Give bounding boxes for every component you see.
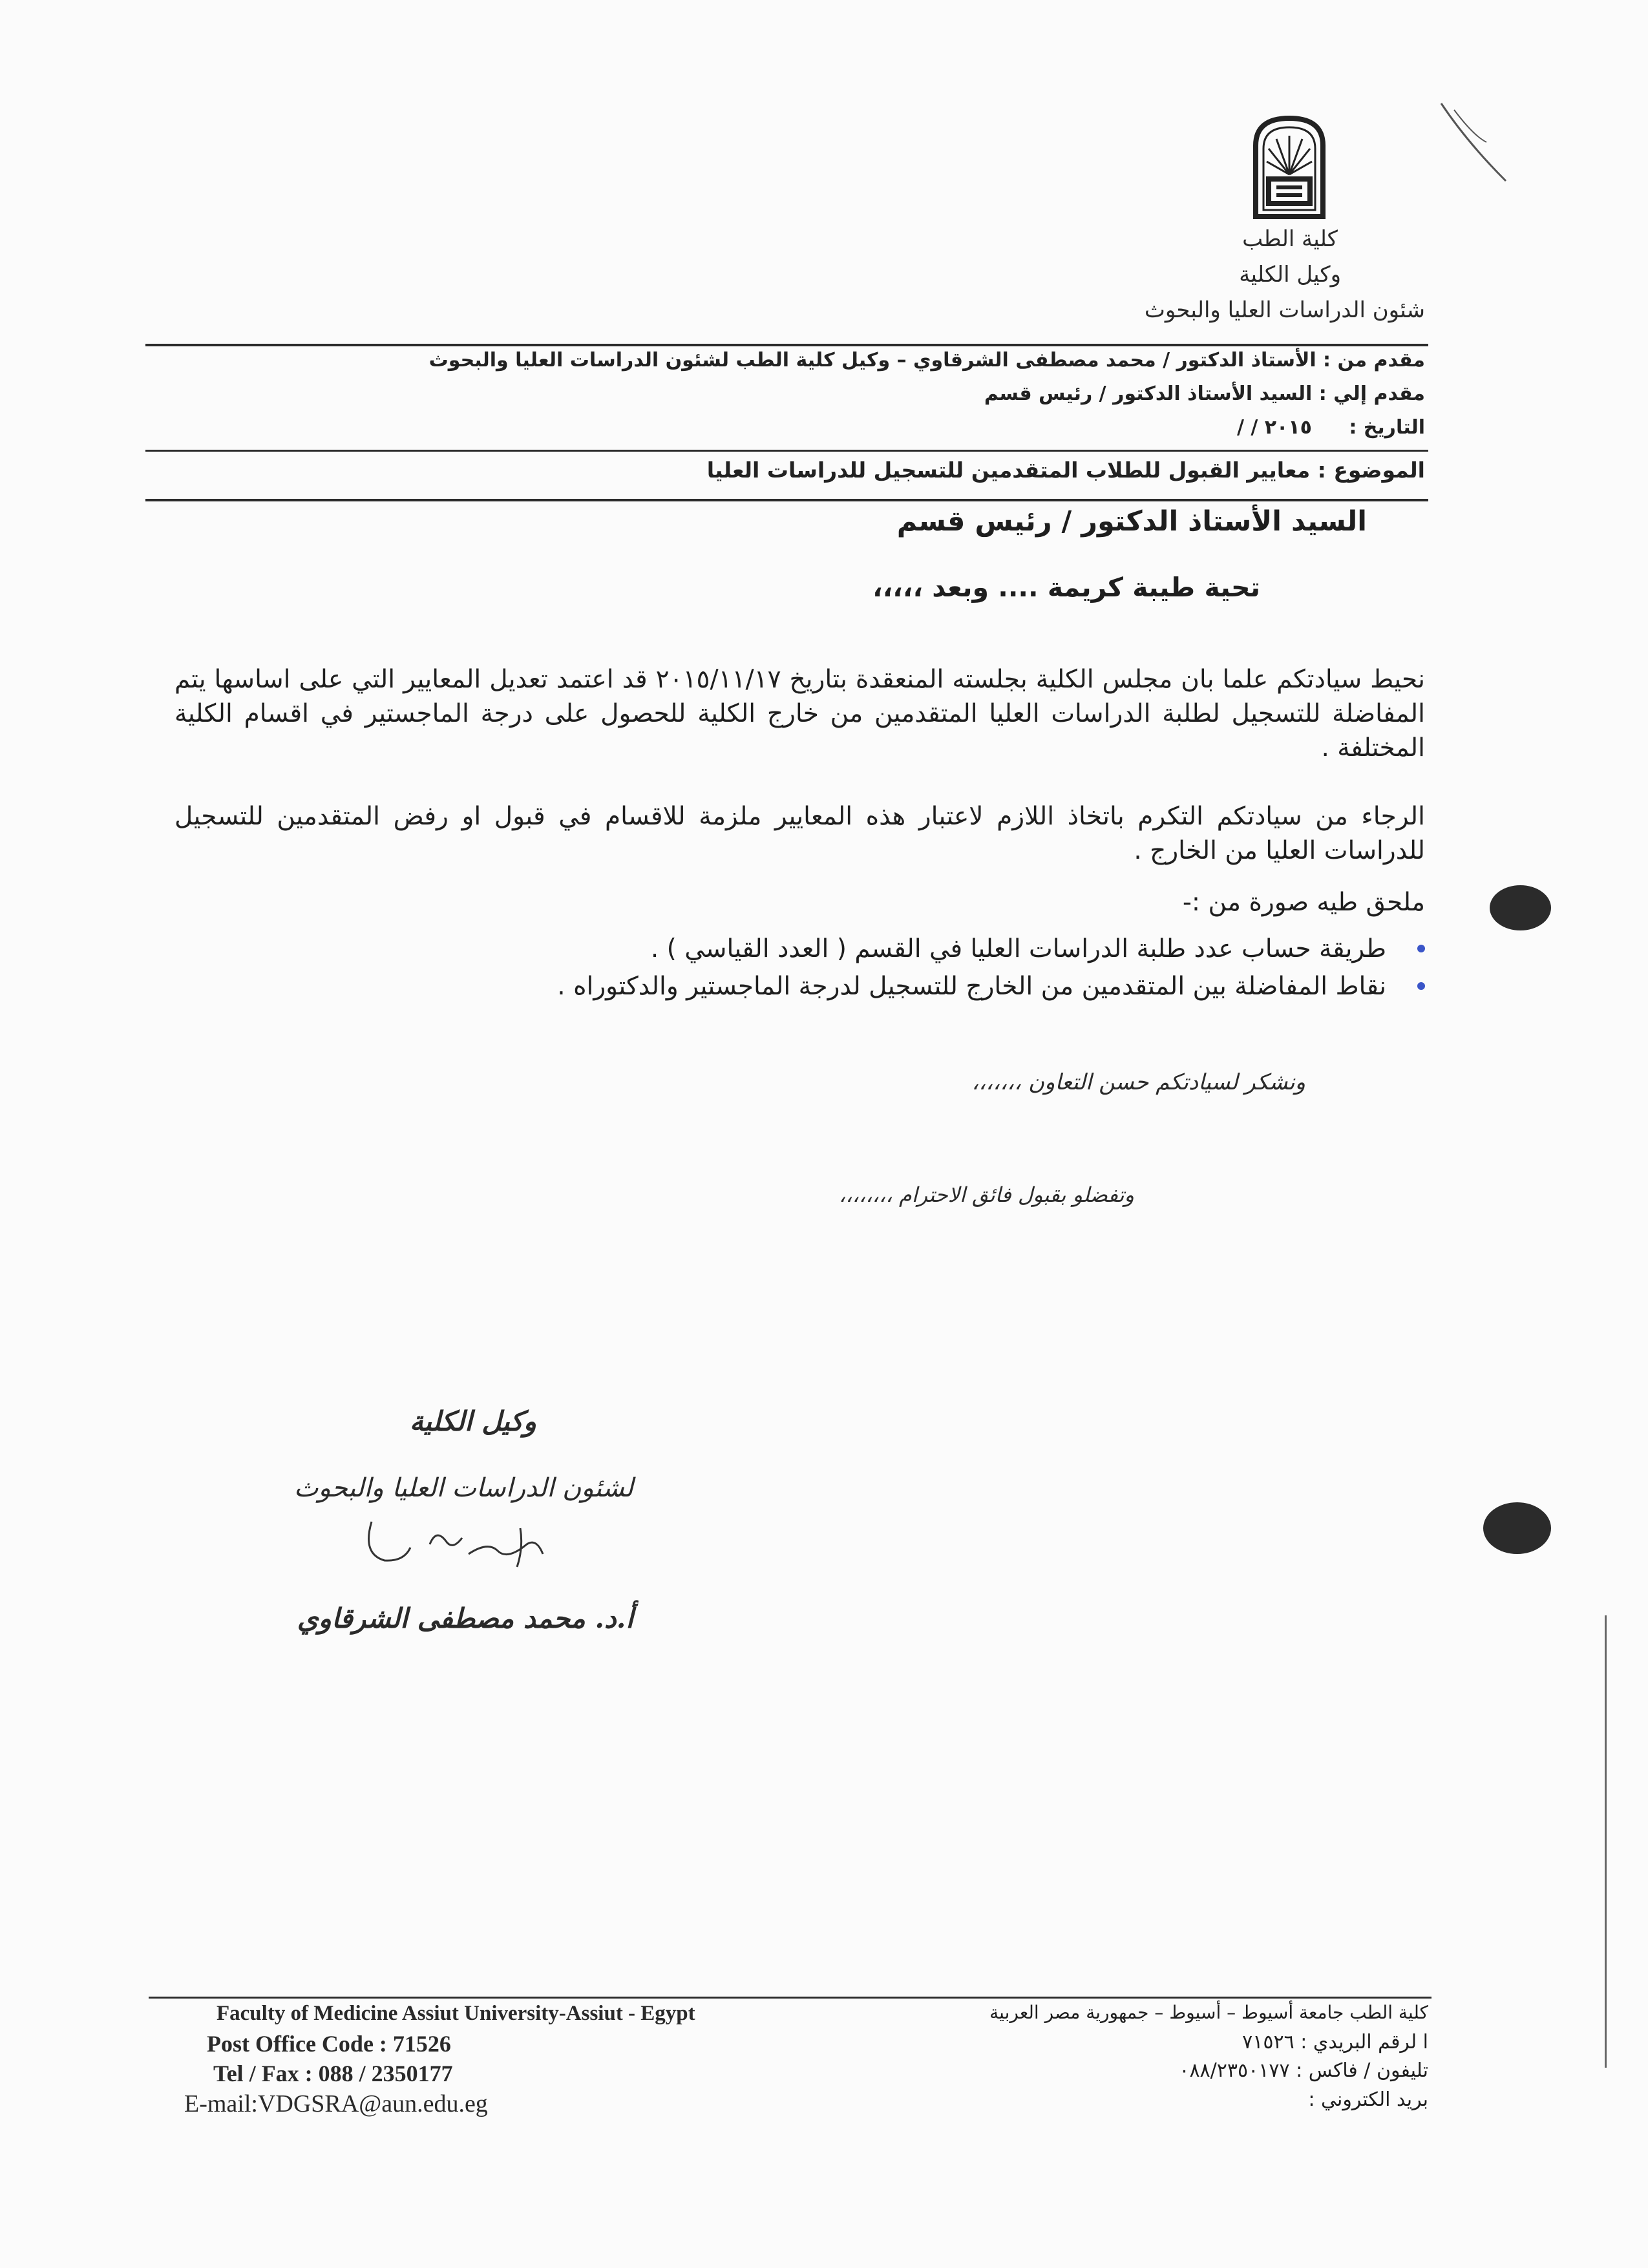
list-item-text: طريقة حساب عدد طلبة الدراسات العليا في القسم ( العدد القياسي ) .	[650, 934, 1386, 963]
footer-ar-email: بريد الكتروني :	[1308, 2088, 1428, 2111]
signature-title-1: وكيل الكلية	[409, 1405, 536, 1437]
memo-date-label: التاريخ :	[1349, 416, 1425, 439]
list-item-text: نقاط المفاضلة بين المتقدمين من الخارج للتسجيل لدرجة الماجستير والدكتوراه .	[557, 972, 1386, 1001]
footer-en-phone: Tel / Fax : 088 / 2350177	[213, 2061, 453, 2086]
footer-ar-phone: تليفون / فاكس : ٠٨٨/٢٣٥٠١٧٧	[1179, 2059, 1428, 2082]
body-paragraph-2: الرجاء من سيادتكم التكرم باتخاذ اللازم لاعتبار هذه المعايير ملزمة للاقسام في قبول او رفض المتقدمين للتسجيل للدراسات العليا من الخارج .	[174, 802, 1425, 865]
memo-date-value: / / ٢٠١٥	[1236, 416, 1312, 439]
header-divider-mid	[145, 450, 1428, 452]
handwritten-signature	[359, 1515, 553, 1573]
body-paragraph-1: نحيط سيادتكم علما بان مجلس الكلية بجلسته المنعقدة بتاريخ ٢٠١٥/١١/١٧ قد اعتمد تعديل المعايير التي على اساسها يتم المفاضلة للتسجيل لطلبة الدراسات العليا المتقدمين من خارج الكلية للحصول على درجة الماجستير في اقسام الكلية المختلفة .	[174, 665, 1425, 762]
footer-ar-address: كلية الطب جامعة أسيوط – أسيوط – جمهورية مصر العربية	[989, 2002, 1428, 2023]
memo-to: مقدم إلي : السيد الأستاذ الدكتور / رئيس قسم	[984, 383, 1425, 405]
greeting: تحية طيبة كريمة .... وبعد ،،،،،	[872, 572, 1260, 603]
list-item	[557, 968, 1425, 1005]
punch-hole-mark	[1483, 1502, 1551, 1554]
respect-line: وتفضلو بقبول فائق الاحترام ،،،،،،،،	[839, 1182, 1134, 1207]
header-divider-bottom	[145, 499, 1428, 501]
salutation: السيد الأستاذ الدكتور / رئيس قسم	[896, 505, 1367, 538]
vice-dean-title: وكيل الكلية	[1239, 262, 1341, 288]
attachment-list	[557, 930, 1425, 1005]
footer-ar-postcode: ا لرقم البريدي : ٧١٥٢٦	[1242, 2031, 1428, 2053]
footer-en-postcode: Post Office Code : 71526	[207, 2031, 451, 2057]
bullet-icon	[1417, 982, 1425, 990]
assiut-university-logo	[1251, 113, 1328, 220]
signatory-name: أ.د. محمد مصطفى الشرقاوي	[297, 1602, 633, 1634]
footer-en-email: E-mail:VDGSRA@aun.edu.eg	[184, 2090, 488, 2117]
affairs-title: شئون الدراسات العليا والبحوث	[1144, 297, 1425, 323]
memo-from: مقدم من : الأستاذ الدكتور / محمد مصطفى الشرقاوي – وكيل كلية الطب لشئون الدراسات العليا والبحوث	[428, 349, 1425, 372]
bullet-icon	[1417, 945, 1425, 952]
memo-subject: الموضوع : معايير القبول للطلاب المتقدمين للتسجيل للدراسات العليا	[706, 457, 1425, 483]
faculty-title: كلية الطب	[1242, 226, 1338, 252]
attachment-intro: ملحق طيه صورة من :-	[1182, 888, 1425, 917]
thanks-line: ونشكر لسيادتكم حسن التعاون ،،،،،،،	[971, 1069, 1305, 1095]
header-divider-top	[145, 344, 1428, 346]
punch-hole-mark	[1490, 885, 1551, 930]
list-item	[557, 930, 1425, 968]
signature-title-2: لشئون الدراسات العليا والبحوث	[293, 1473, 633, 1503]
footer-divider	[149, 1997, 1431, 1999]
footer-en-address: Faculty of Medicine Assiut University-Assiut - Egypt	[217, 2002, 695, 2025]
scan-edge-line	[1605, 1615, 1607, 2068]
corner-mark	[1435, 97, 1512, 187]
